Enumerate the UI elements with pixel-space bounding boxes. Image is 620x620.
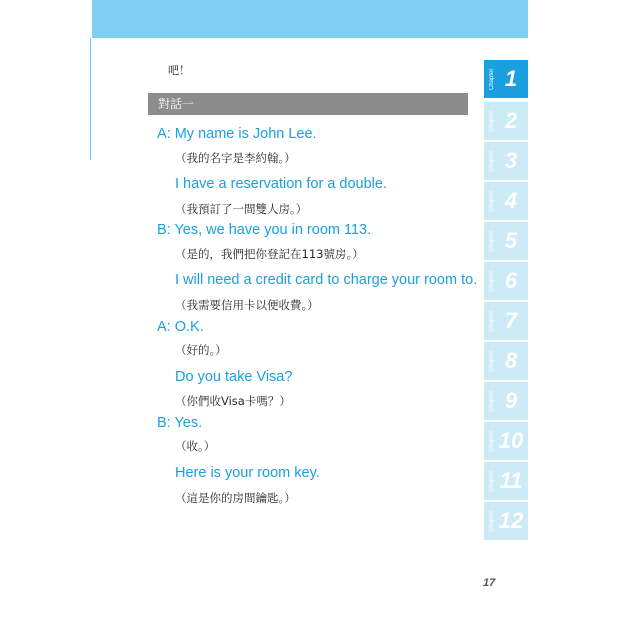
- chapter-tab-label: Chapter: [489, 110, 495, 132]
- chapter-tab-number: 4: [504, 188, 518, 213]
- chapter-tab-number: 7: [504, 308, 518, 333]
- dialogue-line-en: B: Yes.: [157, 415, 203, 431]
- dialogue-line-en: I will need a credit card to charge your room to.: [175, 272, 478, 288]
- chapter-tab-label: Chapter: [489, 190, 495, 212]
- chapter-tab-label: Chapter: [489, 150, 495, 172]
- dialogue-line-en: A: My name is John Lee.: [157, 126, 317, 142]
- chapter-tab-12[interactable]: [484, 502, 528, 540]
- chapter-tab-8[interactable]: [484, 342, 528, 380]
- chapter-tab-number: 8: [504, 348, 518, 373]
- margin-rule: [90, 38, 91, 160]
- chapter-tab-10[interactable]: [484, 422, 528, 460]
- chapter-tab-label: Chapter: [489, 68, 495, 90]
- dialogue-line-en: B: Yes, we have you in room 113.: [157, 222, 372, 238]
- dialogue-line-zh: （是的，我們把你登記在113號房。）: [175, 247, 364, 261]
- dialogue-line-zh: （我需要信用卡以便收費。）: [175, 298, 319, 312]
- chapter-tab-number: 1: [504, 66, 518, 91]
- chapter-tab-label: Chapter: [489, 350, 495, 372]
- chapter-tab-label: Chapter: [489, 270, 495, 292]
- chapter-tab-label: Chapter: [489, 310, 495, 332]
- chapter-tab-label: Chapter: [489, 430, 495, 452]
- dialogue-line-zh: （你們收Visa卡嗎？）: [175, 394, 291, 408]
- chapter-tab-9[interactable]: [484, 382, 528, 420]
- dialogue-line-zh: （我預訂了一間雙人房。）: [175, 202, 308, 216]
- chapter-tab-11[interactable]: [484, 462, 528, 500]
- dialogue-line-zh: （這是你的房間鑰匙。）: [175, 491, 296, 505]
- dialogue-line-zh: （好的。）: [175, 343, 227, 357]
- chapter-tab-7[interactable]: [484, 302, 528, 340]
- chapter-tab-label: Chapter: [489, 510, 495, 532]
- page-number: 17: [483, 577, 496, 589]
- chapter-tab-3[interactable]: [484, 142, 528, 180]
- lead-text: 吧！: [168, 64, 190, 77]
- dialogue-line-zh: （收。）: [175, 439, 216, 453]
- chapter-tab-2[interactable]: [484, 102, 528, 140]
- chapter-tab-5[interactable]: [484, 222, 528, 260]
- chapter-tab-4[interactable]: [484, 182, 528, 220]
- chapter-tab-label: Chapter: [489, 390, 495, 412]
- chapter-tab-number: 3: [504, 148, 518, 173]
- dialogue-line-en: I have a reservation for a double.: [175, 176, 387, 192]
- chapter-tab-number: 11: [499, 468, 523, 493]
- dialogue-line-zh: （我的名字是李約翰。）: [175, 151, 296, 165]
- chapter-tab-label: Chapter: [489, 470, 495, 492]
- chapter-tab-1[interactable]: [484, 60, 528, 98]
- chapter-tab-number: 9: [504, 388, 518, 413]
- chapter-tab-number: 2: [504, 108, 518, 133]
- dialogue-line-en: A: O.K.: [157, 319, 204, 335]
- chapter-tab-label: Chapter: [489, 230, 495, 252]
- section-title: 對話一: [148, 93, 468, 115]
- chapter-tab-number: 5: [504, 228, 518, 253]
- dialogue-line-en: Do you take Visa?: [175, 369, 293, 385]
- header-band: [92, 0, 528, 38]
- chapter-tab-number: 12: [498, 508, 524, 533]
- dialogue-line-en: Here is your room key.: [175, 465, 320, 481]
- chapter-tab-number: 10: [498, 428, 524, 453]
- chapter-tab-6[interactable]: [484, 262, 528, 300]
- chapter-tab-number: 6: [504, 268, 518, 293]
